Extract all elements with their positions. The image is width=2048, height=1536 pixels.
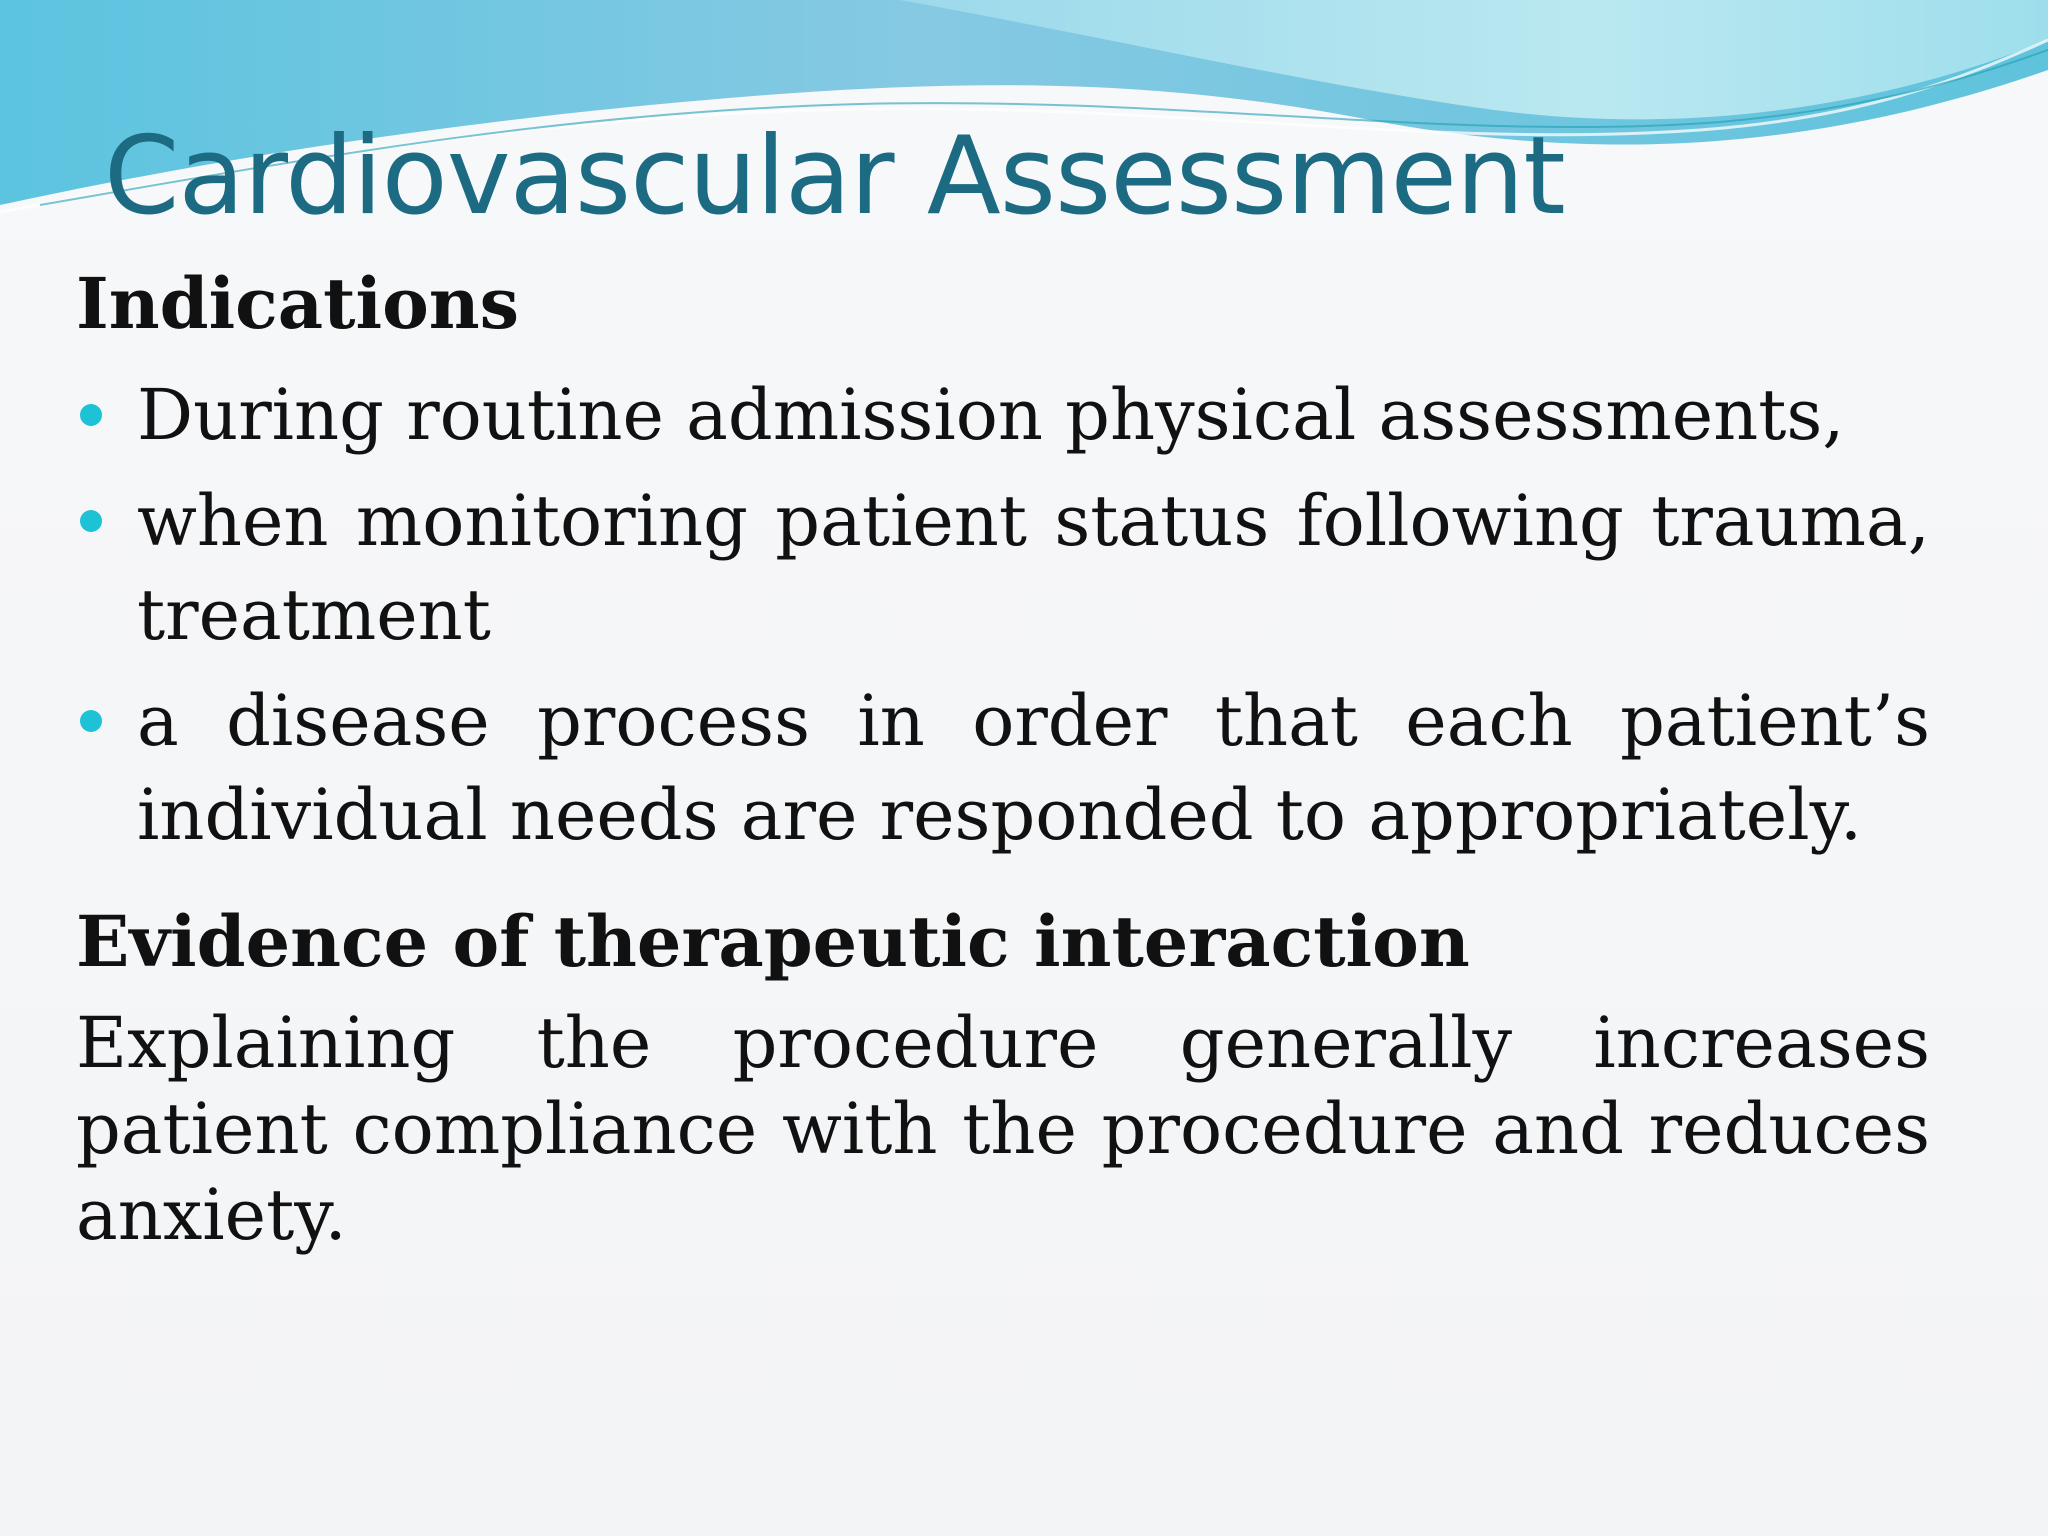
list-item bbox=[76, 474, 1930, 662]
indications-list bbox=[76, 368, 1930, 862]
bullet-icon bbox=[80, 404, 102, 426]
bullet-text: when monitoring patient status following trauma, treatment bbox=[137, 480, 1930, 656]
bullet-icon bbox=[80, 510, 102, 532]
bullet-text: During routine admission physical assessments, bbox=[137, 374, 1845, 456]
therapeutic-interaction-paragraph: Explaining the procedure generally increases patient compliance with the procedure and reduces anxiety. bbox=[76, 1002, 1930, 1256]
bullet-text: a disease process in order that each patient’s individual needs are responded to appropriately. bbox=[137, 680, 1930, 856]
section-heading-indications: Indications bbox=[76, 262, 520, 345]
slide-title: Cardiovascular Assessment bbox=[104, 114, 1565, 239]
list-item bbox=[76, 368, 1930, 462]
slide-content bbox=[76, 262, 1930, 1258]
bullet-icon bbox=[80, 710, 102, 732]
list-item bbox=[76, 674, 1930, 862]
section-heading-therapeutic-interaction: Evidence of therapeutic interaction bbox=[76, 900, 1470, 983]
